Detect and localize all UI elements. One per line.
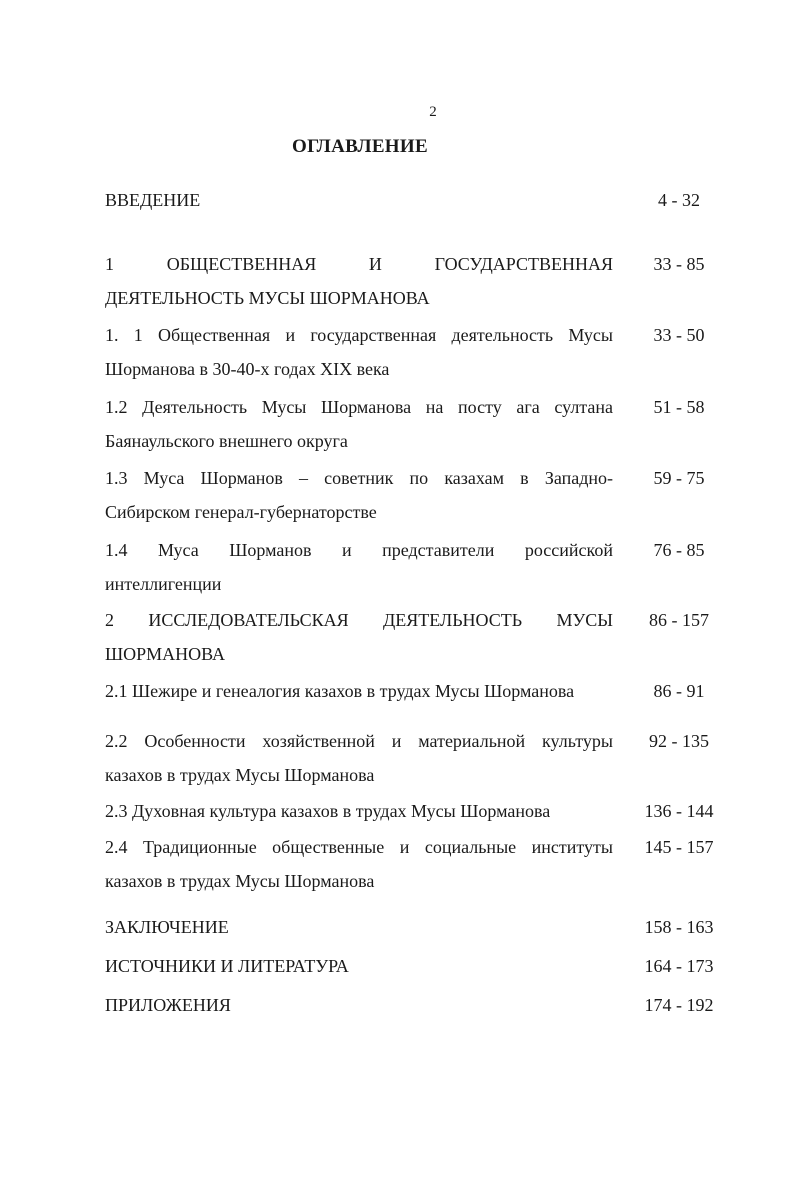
toc-entry-text-line-2: Сибирском генерал-губернаторстве <box>105 502 377 522</box>
page-title: ОГЛАВЛЕНИЕ <box>292 136 428 157</box>
toc-entry-text-line-1: 1. 1 Общественная и государственная деятельность Мусы <box>105 325 613 345</box>
toc-entry-pages: 145 - 157 <box>644 837 714 857</box>
toc-entry-pages: 33 - 50 <box>653 325 705 345</box>
toc-entry-pages: 92 - 135 <box>649 731 709 751</box>
toc-word: 1.4 <box>105 540 128 560</box>
toc-word: представители <box>382 540 495 560</box>
toc-entry-text-line-2: Шорманова в 30-40-х годах XIX века <box>105 359 390 379</box>
toc-entry-heading-line <box>105 603 613 637</box>
page-number: 2 <box>429 104 437 120</box>
toc-entry-pages: 76 - 85 <box>653 540 705 560</box>
toc-entry-pages: 33 - 85 <box>653 254 705 274</box>
toc-entry-pages: 86 - 91 <box>653 681 705 701</box>
toc-entry-text: 2.1 Шежире и генеалогия казахов в трудах Мусы Шорманова <box>105 681 575 701</box>
chapter-number: 2 <box>105 610 114 630</box>
heading-word: ДЕЯТЕЛЬНОСТЬ <box>382 610 523 630</box>
heading-word: ИССЛЕДОВАТЕЛЬСКАЯ <box>148 610 349 630</box>
toc-entry-text-line-2: ШОРМАНОВА <box>105 644 226 664</box>
toc-entry-pages: 136 - 144 <box>644 801 714 821</box>
toc-entry-pages: 86 - 157 <box>649 610 709 630</box>
toc-entry-pages: 164 - 173 <box>644 956 714 976</box>
toc-entry-text-line-2: интеллигенции <box>105 574 222 594</box>
toc-entry-text-line-2: Баянаульского внешнего округа <box>105 431 348 451</box>
toc-entry-text: ИСТОЧНИКИ И ЛИТЕРАТУРА <box>105 956 349 976</box>
toc-word: Муса <box>157 540 199 560</box>
heading-word: МУСЫ <box>556 610 613 630</box>
toc-entry-pages: 59 - 75 <box>653 468 705 488</box>
toc-entry-text-line-1: 1.2 Деятельность Мусы Шорманова на посту ага султана <box>105 397 613 417</box>
heading-word: ОБЩЕСТВЕННАЯ <box>166 254 317 274</box>
toc-entry-text: ВВЕДЕНИЕ <box>105 190 201 210</box>
toc-entry-text-line-1: 2.4 Традиционные общественные и социальные институты <box>105 837 613 857</box>
heading-word: И <box>368 254 382 274</box>
toc-entry-text-line-2: казахов в трудах Мусы Шорманова <box>105 871 375 891</box>
heading-word: ГОСУДАРСТВЕННАЯ <box>434 254 613 274</box>
toc-entry-text: ПРИЛОЖЕНИЯ <box>105 995 231 1015</box>
toc-entry-heading-line <box>105 247 613 281</box>
toc-entry-text-line-1 <box>105 533 613 567</box>
chapter-number: 1 <box>105 254 114 274</box>
toc-entry-pages: 174 - 192 <box>644 995 714 1015</box>
toc-entry-pages: 4 - 32 <box>658 190 700 210</box>
toc-entry-text: 2.3 Духовная культура казахов в трудах Мусы Шорманова <box>105 801 551 821</box>
toc-entry-pages: 158 - 163 <box>644 917 714 937</box>
toc-entry-text-line-2: казахов в трудах Мусы Шорманова <box>105 765 375 785</box>
toc-entry-text: ЗАКЛЮЧЕНИЕ <box>105 917 229 937</box>
toc-word: Шорманов <box>229 540 312 560</box>
toc-word: и <box>342 540 352 560</box>
toc-entry-text-line-1: 2.2 Особенности хозяйственной и материальной культуры <box>105 731 613 751</box>
toc-entry-text-line-2: ДЕЯТЕЛЬНОСТЬ МУСЫ ШОРМАНОВА <box>105 288 430 308</box>
toc-word: российской <box>524 540 613 560</box>
toc-entry-pages: 51 - 58 <box>653 397 705 417</box>
toc-entry-text-line-1: 1.3 Муса Шорманов – советник по казахам в Западно- <box>105 468 613 488</box>
